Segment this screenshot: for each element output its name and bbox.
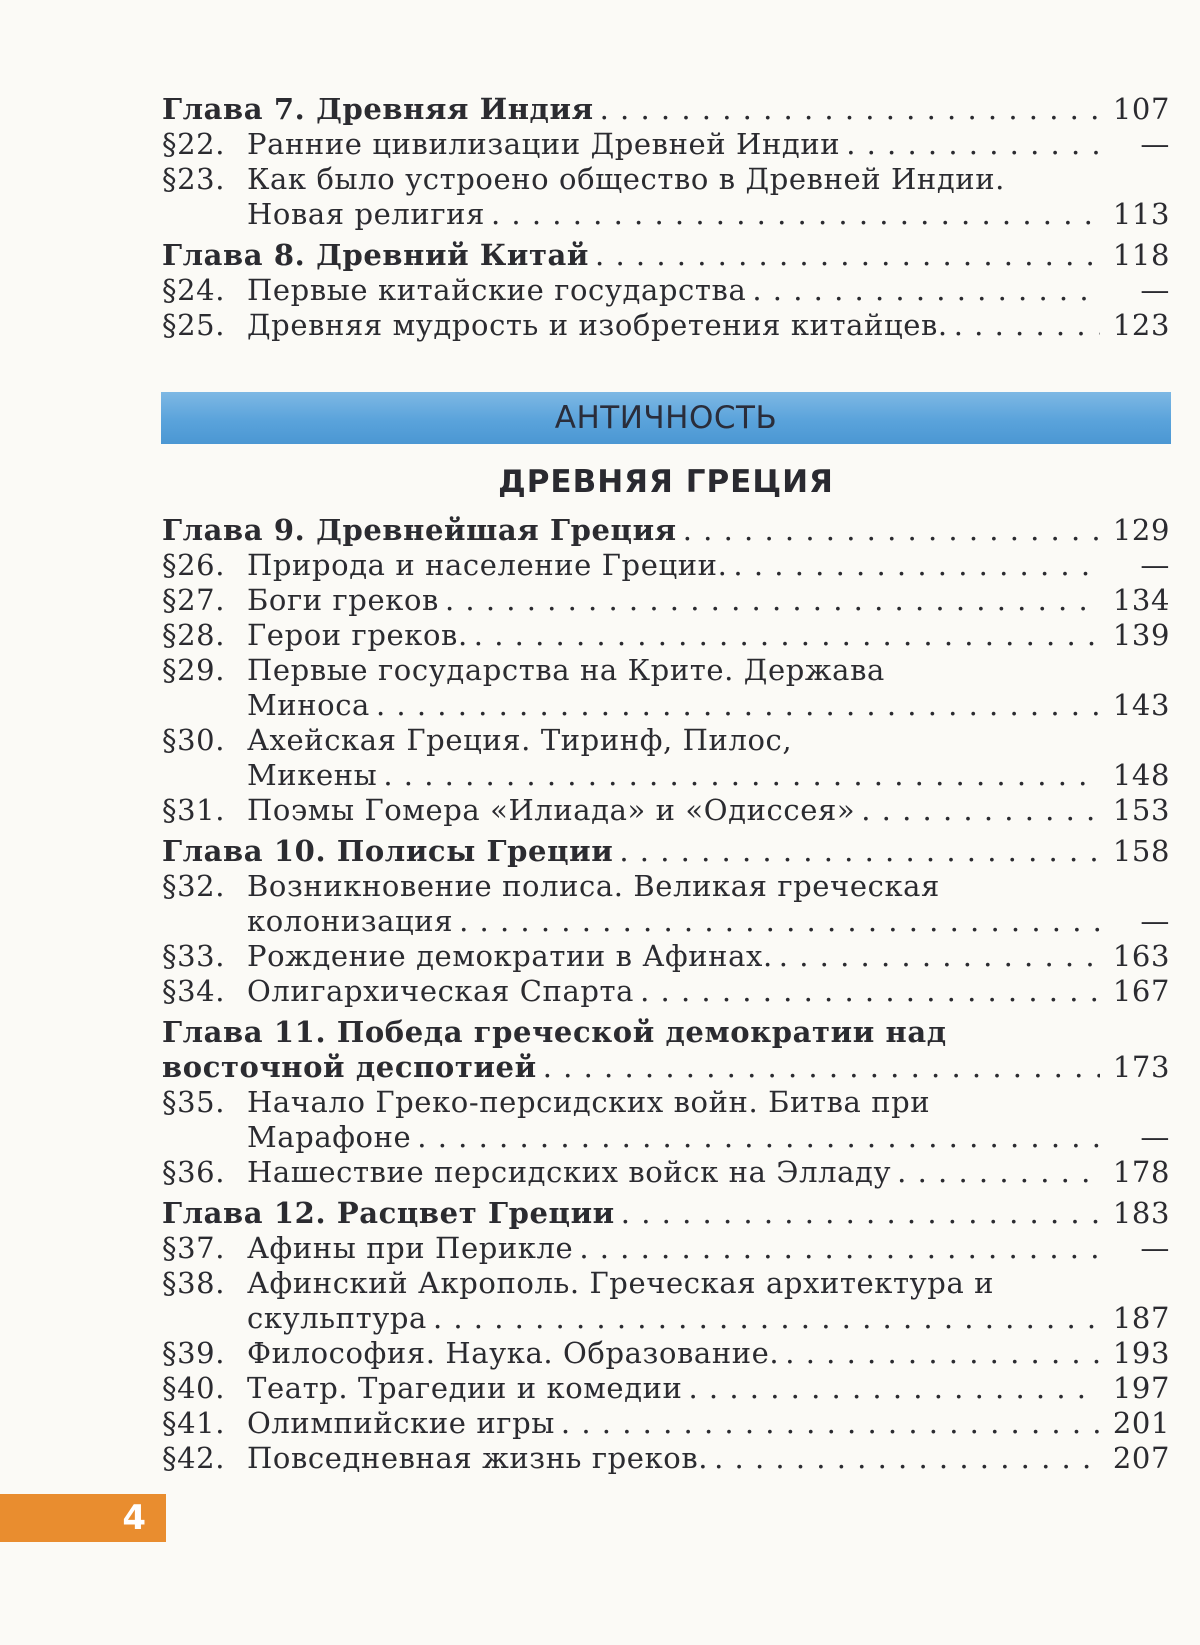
dot-leader [600, 92, 1100, 127]
toc-entry-body [162, 127, 1100, 162]
toc-entry-line [247, 548, 1100, 583]
paragraph-number: §33. [162, 939, 226, 973]
page-reference: 158 [1112, 834, 1170, 868]
toc-entry-body [162, 1371, 1100, 1406]
dot-leader [579, 1231, 1100, 1266]
dot-leader [861, 793, 1100, 828]
dot-leader [954, 308, 1100, 343]
toc-entry-body [162, 1015, 1100, 1085]
toc-entry-text: колонизация [247, 904, 459, 939]
paragraph-number: §27. [162, 583, 226, 617]
toc-entry-line [247, 197, 1100, 232]
paragraph-number: §35. [162, 1085, 226, 1119]
page-reference: 197 [1112, 1371, 1170, 1405]
page-reference: 178 [1112, 1155, 1170, 1189]
dot-leader [383, 758, 1100, 793]
page-reference: — [1140, 1120, 1170, 1154]
toc-entry-body [162, 308, 1100, 343]
toc-entry-body [162, 583, 1100, 618]
toc-entry-text: Глава 7. Древняя Индия [162, 92, 600, 127]
page-reference: 107 [1112, 92, 1170, 126]
dot-leader [619, 834, 1100, 869]
toc-entry-body [162, 1441, 1100, 1476]
toc-entry-text: Новая религия [247, 197, 491, 232]
toc-entry-text: Марафоне [247, 1120, 417, 1155]
dot-leader [752, 273, 1100, 308]
toc-entry-text: Ахейская Греция. Тиринф, Пилос, [247, 723, 793, 757]
dot-leader [417, 1120, 1100, 1155]
dot-leader [846, 127, 1100, 162]
page-reference: 113 [1112, 197, 1170, 231]
toc-entry-line [247, 974, 1100, 1009]
dot-leader [459, 904, 1100, 939]
toc-entry-text: Рождение демократии в Афинах. [247, 939, 779, 974]
page-reference: 167 [1112, 974, 1170, 1008]
paragraph-number: §24. [162, 273, 226, 307]
page-reference: — [1140, 127, 1170, 161]
toc-entry-line [162, 513, 1100, 548]
toc-entry-text: Нашествие персидских войск на Элладу [247, 1155, 897, 1190]
paragraph-number: §34. [162, 974, 226, 1008]
toc-entry-text: Глава 8. Древний Китай [162, 238, 595, 273]
toc-entry-body [162, 834, 1100, 869]
toc-entry-text: Природа и население Греции. [247, 548, 733, 583]
page-reference: 183 [1112, 1196, 1170, 1230]
toc-entry-body [162, 618, 1100, 653]
paragraph-number: §32. [162, 869, 226, 903]
toc-entry-text: Философия. Наука. Образование. [247, 1336, 785, 1371]
page-reference: 201 [1112, 1406, 1170, 1440]
paragraph-number: §31. [162, 793, 226, 827]
toc-entry-line [247, 1301, 1100, 1336]
toc-entry-text: восточной деспотией [162, 1050, 543, 1085]
dot-leader [733, 548, 1100, 583]
toc-entry-body [162, 513, 1100, 548]
toc-paragraph-entry [162, 793, 1170, 828]
paragraph-number: §23. [162, 162, 226, 196]
toc-entry-body [162, 1196, 1100, 1231]
toc-paragraph-entry [162, 1085, 1170, 1155]
dot-leader [640, 974, 1100, 1009]
toc-entry-text: Как было устроено общество в Древней Индии. [247, 162, 1005, 196]
toc-paragraph-entry [162, 1371, 1170, 1406]
toc-paragraph-entry [162, 869, 1170, 939]
toc-entry-line [247, 273, 1100, 308]
dot-leader [779, 939, 1100, 974]
page-reference: 118 [1112, 238, 1170, 272]
toc-list-bottom [162, 513, 1170, 1476]
toc-entry-text: Микены [247, 758, 383, 793]
toc-entry-line [247, 1155, 1100, 1190]
toc-entry-body [162, 723, 1100, 793]
toc-entry-body [162, 92, 1100, 127]
toc-paragraph-entry [162, 127, 1170, 162]
toc-paragraph-entry [162, 618, 1170, 653]
dot-leader [785, 1336, 1100, 1371]
toc-paragraph-entry [162, 1406, 1170, 1441]
toc-paragraph-entry [162, 1266, 1170, 1336]
toc-entry-line [247, 758, 1100, 793]
toc-entry-line [247, 904, 1100, 939]
page-reference: — [1140, 548, 1170, 582]
dot-leader [595, 238, 1100, 273]
paragraph-number: §25. [162, 308, 226, 342]
toc-entry-line [247, 939, 1100, 974]
dot-leader [683, 513, 1100, 548]
toc-entry-line [247, 127, 1100, 162]
toc-paragraph-entry [162, 723, 1170, 793]
toc-paragraph-entry [162, 1336, 1170, 1371]
toc-entry-text: Герои греков. [247, 618, 474, 653]
toc-entry-line [247, 1336, 1100, 1371]
page-reference: 193 [1112, 1336, 1170, 1370]
toc-entry-text: Повседневная жизнь греков. [247, 1441, 714, 1476]
toc-paragraph-entry [162, 1155, 1170, 1190]
page-number-badge [0, 1494, 166, 1542]
page-reference: 148 [1112, 758, 1170, 792]
paragraph-number: §42. [162, 1441, 226, 1475]
toc-entry-body [162, 1231, 1100, 1266]
dot-leader [445, 583, 1100, 618]
dot-leader [689, 1371, 1101, 1406]
toc-list-top [162, 92, 1170, 343]
paragraph-number: §37. [162, 1231, 226, 1265]
toc-entry-line [247, 1406, 1100, 1441]
paragraph-number: §28. [162, 618, 226, 652]
toc-entry-text: Ранние цивилизации Древней Индии [247, 127, 846, 162]
paragraph-number: §36. [162, 1155, 226, 1189]
toc-chapter-entry [162, 1015, 1170, 1085]
page-reference: 129 [1112, 513, 1170, 547]
page-reference: 153 [1112, 793, 1170, 827]
toc-entry-line [247, 1120, 1100, 1155]
toc-entry-body [162, 1155, 1100, 1190]
toc-entry-body [162, 1266, 1100, 1336]
page-reference: 163 [1112, 939, 1170, 973]
page-reference: 134 [1112, 583, 1170, 617]
toc-entry-body [162, 653, 1100, 723]
toc-entry-line [247, 688, 1100, 723]
paragraph-number: §30. [162, 723, 226, 757]
toc-entry-body [162, 162, 1100, 232]
toc-entry-line [162, 238, 1100, 273]
toc-chapter-entry [162, 513, 1170, 548]
toc-entry-body [162, 974, 1100, 1009]
toc-entry-line [247, 308, 1100, 343]
toc-entry-line [247, 618, 1100, 653]
toc-entry-body [162, 238, 1100, 273]
paragraph-number: §40. [162, 1371, 226, 1405]
paragraph-number: §22. [162, 127, 226, 161]
toc-entry-line [247, 1231, 1100, 1266]
toc-entry-text: Поэмы Гомера «Илиада» и «Одиссея» [247, 793, 861, 828]
page-reference: — [1140, 273, 1170, 307]
toc-entry-text: Глава 9. Древнейшая Греция [162, 513, 683, 548]
dot-leader [543, 1050, 1100, 1085]
dot-leader [714, 1441, 1100, 1476]
toc-entry-text: Олимпийские игры [247, 1406, 561, 1441]
dot-leader [433, 1301, 1100, 1336]
dot-leader [491, 197, 1100, 232]
toc-chapter-entry [162, 834, 1170, 869]
dot-leader [621, 1196, 1100, 1231]
toc-entry-body [162, 1085, 1100, 1155]
toc-paragraph-entry [162, 1441, 1170, 1476]
dot-leader [376, 688, 1100, 723]
toc-entry-body [162, 1336, 1100, 1371]
toc-entry-line [162, 1050, 1100, 1085]
toc-entry-text: Глава 11. Победа греческой демократии над [162, 1015, 947, 1049]
toc-entry-text: Начало Греко-персидских войн. Битва при [247, 1085, 931, 1119]
toc-paragraph-entry [162, 1231, 1170, 1266]
page-reference: 207 [1112, 1441, 1170, 1475]
page-reference: 123 [1112, 308, 1170, 342]
toc-entry-body [162, 273, 1100, 308]
toc-chapter-entry [162, 92, 1170, 127]
toc-entry-text: Афинский Акрополь. Греческая архитектура и [247, 1266, 995, 1300]
toc-entry-text: Возникновение полиса. Великая греческая [247, 869, 940, 903]
toc-entry-text: Глава 10. Полисы Греции [162, 834, 619, 869]
toc-entry-text: Олигархическая Спарта [247, 974, 640, 1009]
page-reference: 139 [1112, 618, 1170, 652]
toc-entry-line [162, 92, 1100, 127]
dot-leader [474, 618, 1100, 653]
paragraph-number: §41. [162, 1406, 226, 1440]
paragraph-number: §26. [162, 548, 226, 582]
toc-paragraph-entry [162, 273, 1170, 308]
toc-paragraph-entry [162, 653, 1170, 723]
toc-entry-line [162, 1196, 1100, 1231]
page-number: 4 [122, 1498, 146, 1538]
toc-entry-line [247, 793, 1100, 828]
page-reference: 173 [1112, 1050, 1170, 1084]
era-banner [161, 392, 1171, 444]
paragraph-number: §39. [162, 1336, 226, 1370]
toc-entry-body [162, 869, 1100, 939]
toc-entry-text: Древняя мудрость и изобретения китайцев. [247, 308, 954, 343]
page-reference: 187 [1112, 1301, 1170, 1335]
page-reference: — [1140, 904, 1170, 938]
toc-paragraph-entry [162, 548, 1170, 583]
toc-entry-line [162, 834, 1100, 869]
toc-entry-text: Первые государства на Крите. Держава [247, 653, 885, 687]
toc-entry-text: Глава 12. Расцвет Греции [162, 1196, 621, 1231]
toc-entry-line [247, 1371, 1100, 1406]
toc-entry-text: скульптура [247, 1301, 433, 1336]
toc-entry-body [162, 1406, 1100, 1441]
toc-paragraph-entry [162, 974, 1170, 1009]
toc-paragraph-entry [162, 583, 1170, 618]
toc-entry-text: Афины при Перикле [247, 1231, 579, 1266]
dot-leader [897, 1155, 1100, 1190]
toc-entry-body [162, 793, 1100, 828]
paragraph-number: §29. [162, 653, 226, 687]
toc-entry-text: Миноса [247, 688, 376, 723]
toc-entry-text: Первые китайские государства [247, 273, 752, 308]
toc-entry-text: Театр. Трагедии и комедии [247, 1371, 689, 1406]
section-title: ДРЕВНЯЯ ГРЕЦИЯ [498, 464, 834, 500]
toc-entry-text: Боги греков [247, 583, 445, 618]
toc-chapter-entry [162, 1196, 1170, 1231]
toc-entry-body [162, 548, 1100, 583]
dot-leader [561, 1406, 1100, 1441]
toc-paragraph-entry [162, 939, 1170, 974]
page-reference: — [1140, 1231, 1170, 1265]
toc-paragraph-entry [162, 162, 1170, 232]
toc-chapter-entry [162, 238, 1170, 273]
toc-entry-body [162, 939, 1100, 974]
toc-entry-line [247, 1441, 1100, 1476]
era-banner-label: АНТИЧНОСТЬ [554, 400, 778, 436]
toc-entry-line [247, 583, 1100, 618]
toc-paragraph-entry [162, 308, 1170, 343]
paragraph-number: §38. [162, 1266, 226, 1300]
page-reference: 143 [1112, 688, 1170, 722]
